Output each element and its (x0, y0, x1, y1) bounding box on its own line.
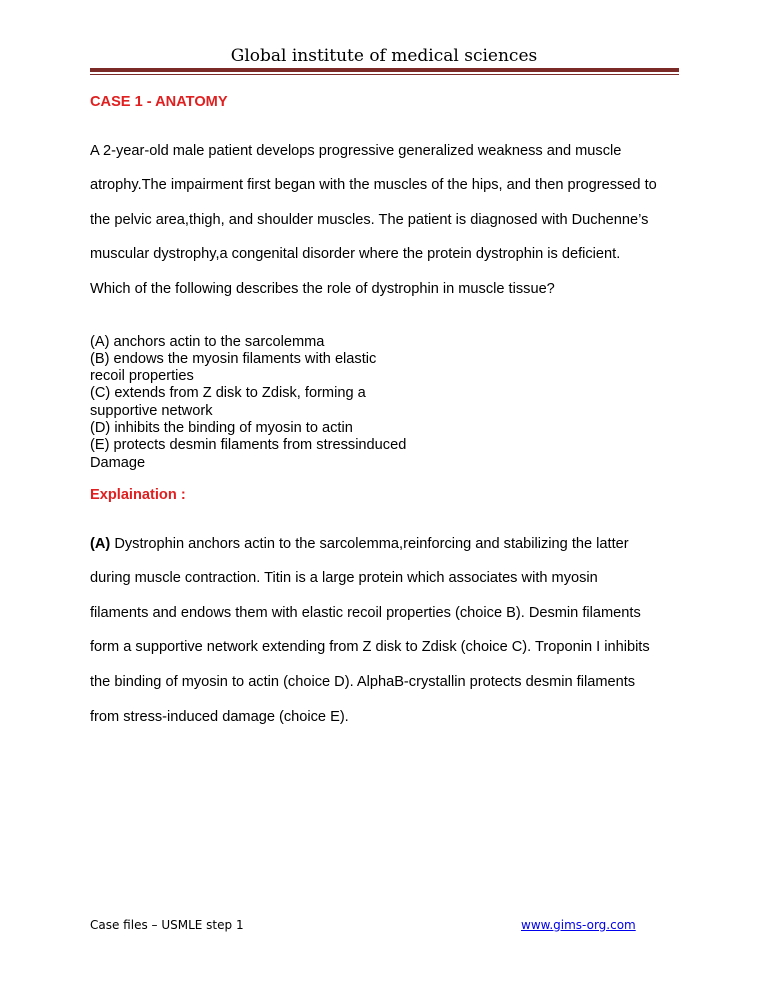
explanation-line: the binding of myosin to actin (choice D). AlphaB-crystallin protects desmin filaments (90, 673, 636, 690)
question-text (90, 125, 690, 315)
explanation-line: during muscle contraction. Titin is a large protein which associates with myosin (90, 570, 598, 587)
question-line: muscular dystrophy,a congenital disorder where the protein dystrophin is deficient. (90, 246, 621, 263)
option-b: (B) endows the myosin filaments with elastic (90, 350, 377, 367)
explanation-first-line: Dystrophin anchors actin to the sarcolemma,reinforcing and stabilizing the latter (110, 535, 629, 552)
explanation-text (90, 518, 690, 743)
question-line: the pelvic area,thigh, and shoulder muscles. The patient is diagnosed with Duchenne’s (90, 211, 649, 228)
option-a: (A) anchors actin to the sarcolemma (90, 333, 325, 350)
question-line: A 2-year-old male patient develops progressive generalized weakness and muscle (90, 142, 622, 159)
answer-label: (A) (90, 535, 111, 552)
explanation-line: filaments and endows them with elastic recoil properties (choice B). Desmin filaments (90, 604, 641, 621)
question-line: atrophy.The impairment first began with the muscles of the hips, and then progressed to (90, 177, 657, 194)
option-c-continued: supportive network (90, 402, 213, 419)
explanation-line: from stress-induced damage (choice E). (90, 708, 349, 725)
case-title: CASE 1 - ANATOMY (90, 94, 228, 110)
answer-options (90, 334, 690, 472)
option-d: (D) inhibits the binding of myosin to actin (90, 420, 353, 437)
header-rule-thin (90, 74, 679, 75)
option-e: (E) protects desmin filaments from stressinduced (90, 437, 407, 454)
explanation-line (90, 536, 690, 553)
explanation-heading: Explaination : (90, 486, 186, 503)
explanation-line: form a supportive network extending from Z disk to Zdisk (choice C). Troponin I inhibits (90, 639, 650, 656)
question-line: Which of the following describes the role of dystrophin in muscle tissue? (90, 280, 555, 297)
footer-website-link[interactable]: www.gims-org.com (521, 918, 636, 932)
case-content (90, 94, 690, 743)
option-b-continued: recoil properties (90, 368, 194, 385)
footer-label: Case files – USMLE step 1 (90, 918, 244, 932)
page-header-title: Global institute of medical sciences (230, 46, 538, 66)
option-c: (C) extends from Z disk to Zdisk, forming a (90, 385, 366, 402)
option-e-continued: Damage (90, 454, 146, 471)
header-rule (90, 68, 679, 72)
